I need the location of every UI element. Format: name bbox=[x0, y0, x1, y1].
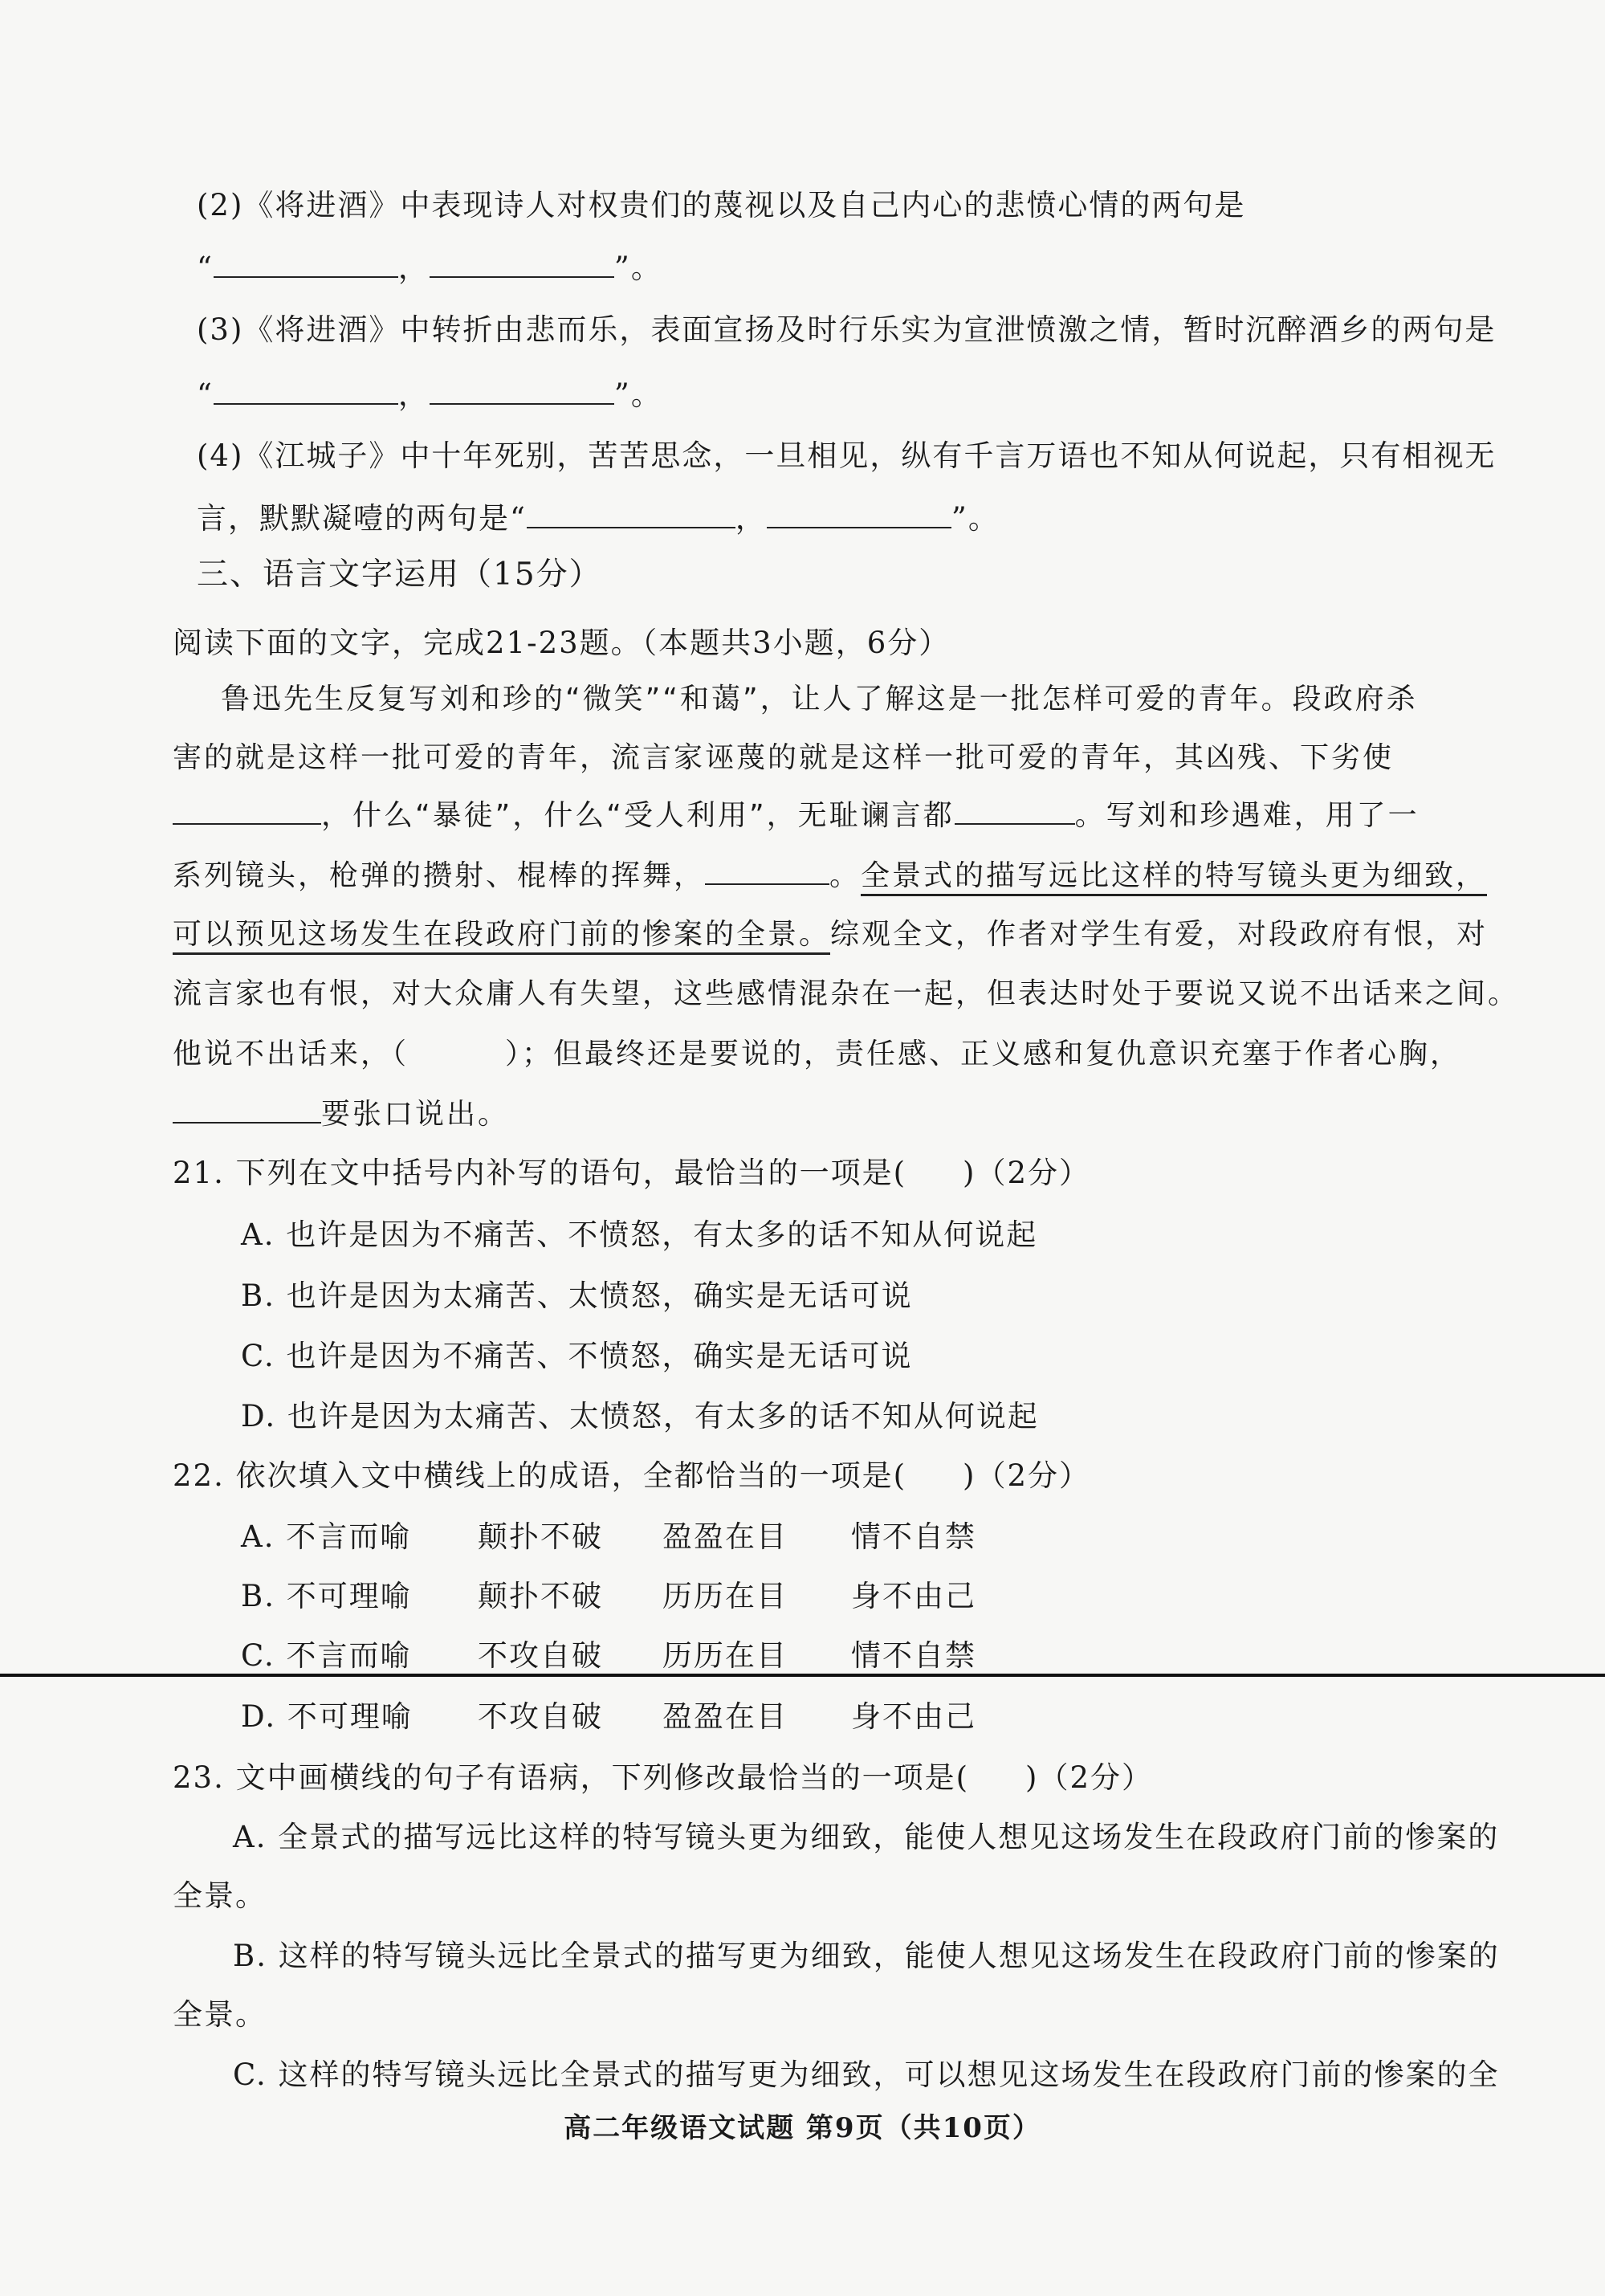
q20-item3-line1: (3)《将进酒》中转折由悲而乐，表面宣扬及时行乐实为宣泄愤激之情，暂时沉醉酒乡的两句是 bbox=[197, 312, 1497, 347]
close-quote: ”。 bbox=[613, 251, 662, 285]
q23-option-a-line2: 全景。 bbox=[173, 1878, 267, 1913]
q20-item2-text bbox=[197, 185, 1245, 226]
option-word: B. 不可理喻 bbox=[241, 1579, 412, 1613]
fold-divider-line bbox=[0, 1674, 1605, 1677]
q23-option-a-line1: A. 全景式的描写远比这样的特写镜头更为细致，能使人想见这场发生在段政府门前的惨案的 bbox=[233, 1820, 1500, 1854]
answer-blank[interactable] bbox=[430, 252, 614, 278]
passage-line-8 bbox=[173, 1094, 509, 1136]
section-title: 三、语言文字运用（15分） bbox=[197, 557, 602, 593]
passage-line-3 bbox=[173, 795, 1420, 837]
option-word: 身不由己 bbox=[851, 1699, 976, 1734]
q20-item4-answer bbox=[197, 498, 1000, 540]
answer-blank[interactable] bbox=[214, 252, 398, 278]
page-footer: 高二年级语文试题 第9页（共10页） bbox=[564, 2112, 1041, 2144]
stem-text: )（2分） bbox=[963, 1458, 1091, 1493]
passage-line-6: 流言家也有恨，对大众庸人有失望，这些感情混杂在一起，但表达时处于要说又说不出话来之间。 bbox=[173, 977, 1520, 1010]
open-quote: “ bbox=[197, 251, 214, 285]
answer-blank[interactable] bbox=[767, 503, 951, 528]
q20-item4-line1: (4)《江城子》中十年死别，苦苦思念，一旦相见，纵有千言万语也不知从何说起，只有相视无 bbox=[197, 438, 1497, 473]
stem-text: 22. 依次填入文中横线上的成语，全都恰当的一项是( bbox=[173, 1458, 907, 1493]
q20-item4-line2: 言，默默凝噎的两句是“ bbox=[197, 501, 527, 536]
q22-option-c bbox=[241, 1635, 976, 1677]
q22-option-d bbox=[241, 1696, 976, 1738]
answer-blank[interactable] bbox=[527, 503, 735, 528]
open-quote: “ bbox=[197, 377, 214, 412]
stem-text: )（2分） bbox=[1025, 1760, 1154, 1795]
q21-option-b: B. 也许是因为太痛苦、太愤怒，确实是无话可说 bbox=[241, 1279, 913, 1313]
q20-item3-answer bbox=[197, 374, 662, 416]
idiom-blank-3[interactable] bbox=[705, 859, 829, 885]
passage-text: ）；但最终还是要说的，责任感、正义感和复仇意识充塞于作者心胸， bbox=[505, 1038, 1462, 1071]
q23-stem bbox=[173, 1757, 1153, 1799]
option-word: 盈盈在目 bbox=[662, 1699, 788, 1734]
q21-option-c: C. 也许是因为不痛苦、不愤怒，确实是无话可说 bbox=[241, 1339, 913, 1373]
passage-text: 。 bbox=[829, 859, 862, 892]
option-word: 颠扑不破 bbox=[478, 1579, 603, 1613]
q21-stem bbox=[173, 1152, 1090, 1194]
stem-text: 23. 文中画横线的句子有语病，下列修改最恰当的一项是( bbox=[173, 1760, 970, 1795]
stem-text: 21. 下列在文中括号内补写的语句，最恰当的一项是( bbox=[173, 1156, 907, 1190]
passage-text: 综观全文，作者对学生有爱，对段政府有恨，对 bbox=[830, 918, 1489, 951]
q22-stem bbox=[173, 1455, 1090, 1497]
q20-item2-line1: (2)《将进酒》中表现诗人对权贵们的蔑视以及自己内心的悲愤心情的两句是 bbox=[197, 188, 1246, 222]
option-word: 历历在目 bbox=[662, 1638, 788, 1673]
q23-option-b-line2: 全景。 bbox=[173, 1997, 267, 2032]
q20-item4-text bbox=[197, 435, 1496, 477]
q22-option-b bbox=[241, 1576, 976, 1617]
option-word: 历历在目 bbox=[662, 1579, 788, 1613]
answer-blank[interactable] bbox=[214, 379, 398, 405]
underlined-sentence: 可以预见这场发生在段政府门前的惨案的全景。 bbox=[173, 918, 830, 955]
q20-item3-text bbox=[197, 309, 1496, 351]
q21-option-a: A. 也许是因为不痛苦、不愤怒，有太多的话不知从何说起 bbox=[241, 1217, 1038, 1252]
underlined-sentence: 全景式的描写远比这样的特写镜头更为细致， bbox=[861, 859, 1487, 896]
passage-text: 系列镜头，枪弹的攒射、棍棒的挥舞， bbox=[173, 859, 706, 892]
stem-text: )（2分） bbox=[963, 1156, 1091, 1190]
q20-item2-answer bbox=[197, 247, 662, 289]
passage-line-7 bbox=[173, 1034, 1461, 1075]
option-word: A. 不言而喻 bbox=[241, 1519, 412, 1554]
idiom-blank-2[interactable] bbox=[955, 799, 1075, 825]
q22-option-a bbox=[241, 1516, 976, 1558]
passage-text: 要张口说出。 bbox=[321, 1098, 510, 1131]
close-quote: ”。 bbox=[951, 501, 1000, 536]
passage-line-4 bbox=[173, 855, 1487, 897]
option-word: 情不自禁 bbox=[851, 1638, 976, 1673]
option-word: C. 不言而喻 bbox=[241, 1638, 412, 1673]
idiom-blank-4[interactable] bbox=[173, 1098, 321, 1124]
section-intro: 阅读下面的文字，完成21-23题。（本题共3小题，6分） bbox=[173, 626, 951, 660]
option-word: 不攻自破 bbox=[478, 1699, 603, 1734]
q21-option-d: D. 也许是因为太痛苦、太愤怒，有太多的话不知从何说起 bbox=[241, 1399, 1039, 1433]
option-word: D. 不可理喻 bbox=[241, 1699, 413, 1734]
option-word: 不攻自破 bbox=[478, 1638, 603, 1673]
separator: ， bbox=[397, 251, 430, 285]
passage-text: 。写刘和珍遇难，用了一 bbox=[1074, 799, 1420, 832]
passage-line-2: 害的就是这样一批可爱的青年，流言家诬蔑的就是这样一批可爱的青年，其凶残、下劣使 bbox=[173, 741, 1395, 774]
q23-option-c-line1: C. 这样的特写镜头远比全景式的描写更为细致，可以想见这场发生在段政府门前的惨案的全 bbox=[233, 2057, 1500, 2092]
option-word: 情不自禁 bbox=[851, 1519, 976, 1554]
passage-text: 他说不出话来，（ bbox=[173, 1038, 409, 1071]
close-quote: ”。 bbox=[613, 377, 662, 412]
passage-line-1: 鲁迅先生反复写刘和珍的“微笑”“和蔼”，让人了解这是一批怎样可爱的青年。段政府杀 bbox=[221, 683, 1418, 716]
option-word: 盈盈在目 bbox=[662, 1519, 788, 1554]
separator: ， bbox=[397, 377, 430, 412]
idiom-blank-1[interactable] bbox=[173, 799, 321, 825]
q23-option-b-line1: B. 这样的特写镜头远比全景式的描写更为细致，能使人想见这场发生在段政府门前的惨案的 bbox=[233, 1939, 1500, 1973]
separator: ， bbox=[735, 501, 767, 536]
passage-line-5 bbox=[173, 914, 1488, 956]
option-word: 身不由己 bbox=[851, 1579, 976, 1613]
answer-blank[interactable] bbox=[430, 379, 614, 405]
passage-text: ，什么“暴徒”，什么“受人利用”，无耻谰言都 bbox=[321, 799, 955, 832]
option-word: 颠扑不破 bbox=[478, 1519, 603, 1554]
